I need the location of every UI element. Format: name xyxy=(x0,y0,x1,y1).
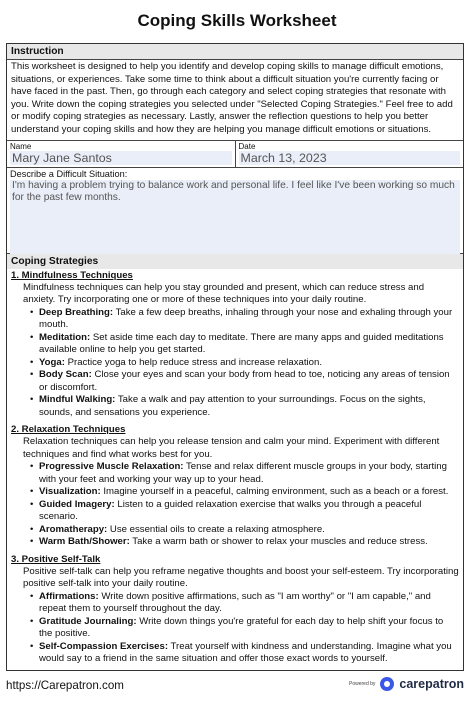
section-title: 1. Mindfulness Techniques xyxy=(11,269,133,281)
name-cell xyxy=(7,141,235,167)
strategy-item xyxy=(30,394,459,419)
bullet-icon: • xyxy=(30,356,34,368)
section-title: 2. Relaxation Techniques xyxy=(11,424,126,436)
strategy-item xyxy=(30,369,459,394)
coping-heading: Coping Strategies xyxy=(7,254,463,269)
strategy-list xyxy=(7,591,463,666)
bullet-icon: • xyxy=(30,640,34,652)
bullet-icon: • xyxy=(30,331,34,343)
strategy-item xyxy=(30,616,459,641)
strategy-desc: Write down things you're grateful for each day to help shift your focus to the positive. xyxy=(39,615,444,640)
strategy-term: Mindful Walking: xyxy=(39,394,116,406)
bullet-icon: • xyxy=(30,461,34,473)
strategy-list xyxy=(7,461,463,549)
strategy-term: Yoga: xyxy=(39,356,65,368)
strategy-term: Self-Compassion Exercises: xyxy=(39,640,169,652)
strategy-term: Guided Imagery: xyxy=(39,498,115,510)
section-intro: Positive self-talk can help you reframe negative thoughts and boost your self-esteem. Try incorporating positive self-talk into your daily routine. xyxy=(23,565,459,590)
strategy-term: Warm Bath/Shower: xyxy=(39,536,130,548)
instruction-heading: Instruction xyxy=(7,44,463,60)
strategy-item xyxy=(30,307,459,332)
strategy-desc: Write down positive affirmations, such as "I am worthy" or "I am capable," and repeat them to yourself throughout the day. xyxy=(39,590,431,615)
strategy-desc: Imagine yourself in a peaceful, calming environment, such as a beach or a forest. xyxy=(103,486,449,498)
carepatron-logo-icon xyxy=(380,677,394,691)
strategy-term: Progressive Muscle Relaxation: xyxy=(39,461,184,473)
name-date-row xyxy=(7,141,463,168)
strategy-term: Deep Breathing: xyxy=(39,306,114,318)
strategy-desc: Listen to a guided relaxation exercise that walks you through a peaceful scenario. xyxy=(39,498,422,523)
strategy-desc: Treat yourself with kindness and understanding. Imagine what you would say to a friend in the same situation and offer those exact words to yourself. xyxy=(39,640,452,665)
strategy-desc: Use essential oils to create a relaxing atmosphere. xyxy=(109,523,325,535)
strategy-term: Gratitude Journaling: xyxy=(39,615,137,627)
bullet-icon: • xyxy=(30,394,34,406)
page-title: Coping Skills Worksheet xyxy=(137,11,337,30)
brand-name: carepatron xyxy=(399,677,464,691)
section-intro: Mindfulness techniques can help you stay grounded and present, which can reduce stress and anxiety. Try incorporating one or more of these techniques into your daily routine. xyxy=(23,281,425,306)
strategy-item xyxy=(30,536,459,549)
bullet-icon: • xyxy=(30,590,34,602)
name-label: Name xyxy=(10,141,32,151)
section-intro: Relaxation techniques can help you release tension and calm your mind. Experiment with different techniques and find what works best for you. xyxy=(23,436,440,460)
bullet-icon: • xyxy=(30,306,34,318)
strategy-desc: Take a few deep breaths, inhaling through your nose and exhaling through your mouth. xyxy=(39,306,453,331)
strategy-term: Aromatherapy: xyxy=(39,523,108,535)
bullet-icon: • xyxy=(30,486,34,498)
bullet-icon: • xyxy=(30,536,34,548)
bullet-icon: • xyxy=(30,498,34,510)
coping-sections xyxy=(7,270,463,666)
strategy-item xyxy=(30,641,459,666)
bullet-icon: • xyxy=(30,369,34,381)
strategy-item xyxy=(30,486,459,499)
strategy-desc: Practice yoga to help reduce stress and increase relaxation. xyxy=(67,356,322,368)
strategy-item xyxy=(30,357,459,370)
date-label: Date xyxy=(238,141,256,151)
strategy-desc: Set aside time each day to meditate. There are many apps and guided meditations available online to help you get started. xyxy=(39,331,444,356)
bullet-icon: • xyxy=(30,615,34,627)
bullet-icon: • xyxy=(30,523,34,535)
date-field[interactable]: March 13, 2023 xyxy=(239,151,461,165)
date-cell xyxy=(235,141,464,167)
instruction-text: This worksheet is designed to help you identify and develop coping skills to manage difficult emotions, situations, or experiences. Take some time to think about a difficult situation you're currently facing or have faced in the past. Then, go through each category and select coping strategies that resonate with you. Write down the coping strategies you selected under "Selected Coping Strategies." Feel free to add or modify coping strategies as necessary. Lastly, answer the reflection questions to help you better understand your coping skills and how they are helping you manage difficult emotions or situations. xyxy=(7,60,463,141)
worksheet xyxy=(6,43,464,671)
strategy-item xyxy=(30,499,459,524)
strategy-list xyxy=(7,307,463,420)
strategy-item xyxy=(30,461,459,486)
situation-cell xyxy=(7,168,463,254)
strategy-desc: Take a warm bath or shower to relax your muscles and reduce stress. xyxy=(132,536,428,548)
strategy-term: Visualization: xyxy=(39,486,101,498)
strategy-item xyxy=(30,591,459,616)
situation-field[interactable]: I'm having a problem trying to balance work and personal life. I feel like I've been working so much for the past few months. xyxy=(10,180,460,254)
strategy-item xyxy=(30,524,459,537)
brand-logo xyxy=(349,677,464,691)
strategy-term: Affirmations: xyxy=(39,590,99,602)
situation-label: Describe a Difficult Situation: xyxy=(10,168,128,179)
powered-by-label: Powered by xyxy=(348,681,376,687)
strategy-term: Meditation: xyxy=(39,331,91,343)
strategy-desc: Tense and relax different muscle groups in your body, starting with your feet and working your way up to your head. xyxy=(39,461,447,485)
strategy-item xyxy=(30,332,459,357)
section-title: 3. Positive Self-Talk xyxy=(11,553,101,565)
strategy-term: Body Scan: xyxy=(39,369,92,381)
strategy-desc: Take a walk and pay attention to your surroundings. Focus on the sights, sounds, and sensations you experience. xyxy=(39,394,426,418)
strategy-desc: Close your eyes and scan your body from head to toe, noticing any areas of tension or discomfort. xyxy=(39,369,450,393)
name-field[interactable]: Mary Jane Santos xyxy=(10,151,232,165)
carepatron-link[interactable]: https://Carepatron.com xyxy=(6,679,124,692)
